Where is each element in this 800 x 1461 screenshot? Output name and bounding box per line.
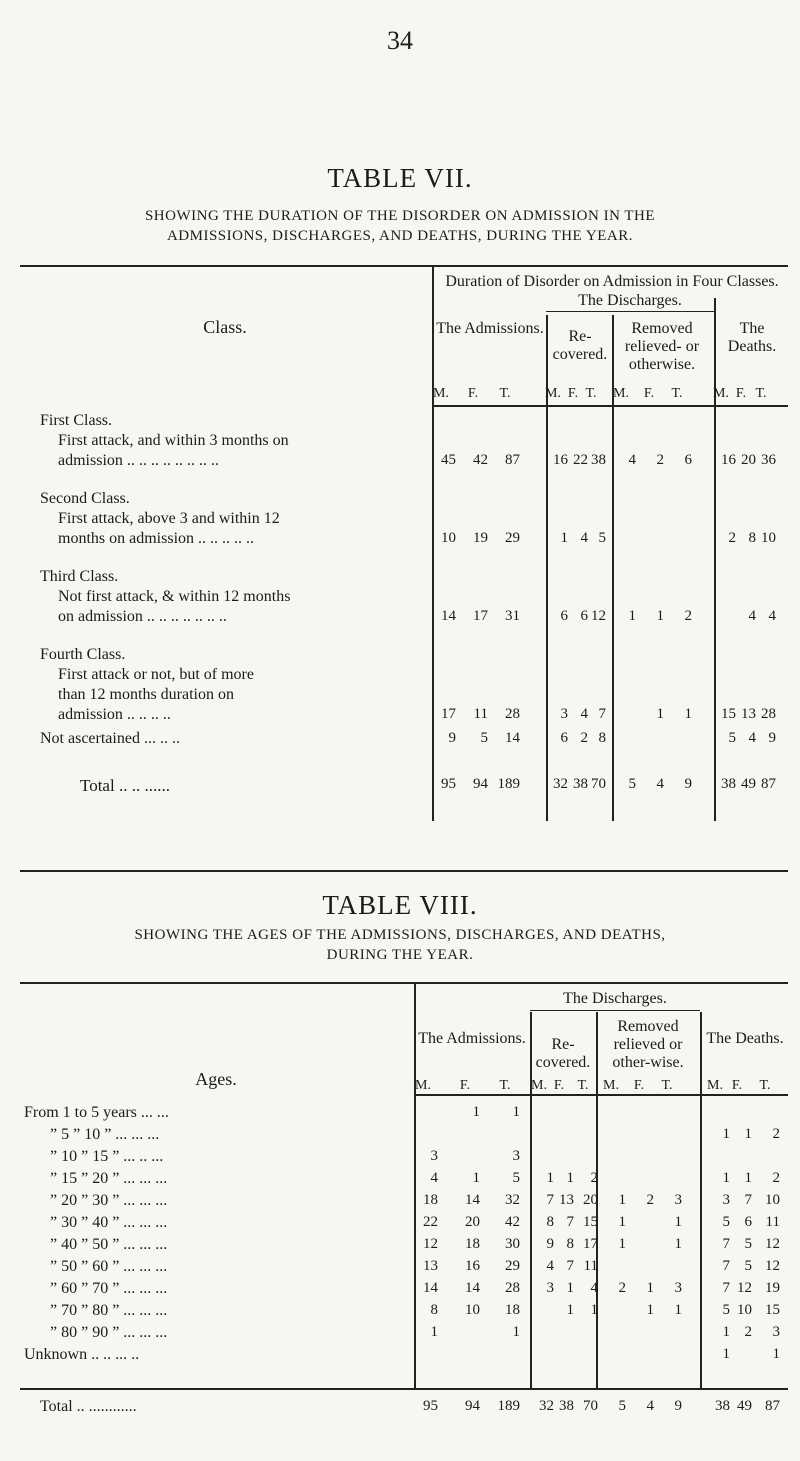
table7-header-deaths: The Deaths. bbox=[727, 320, 777, 355]
table7-cell: 2 bbox=[728, 530, 736, 546]
table8-cell: 8 bbox=[566, 1236, 574, 1252]
table8-cell: 2 bbox=[590, 1170, 598, 1186]
table8-cell: 32 bbox=[505, 1192, 520, 1208]
table7-cell: 20 bbox=[741, 452, 756, 468]
table8-cell: 22 bbox=[423, 1214, 438, 1230]
table8-cell: 3 bbox=[512, 1148, 520, 1164]
table8-total-cell: 32 bbox=[539, 1398, 554, 1414]
table7-row-4-label-1: Not ascertained ... .. .. bbox=[40, 730, 180, 747]
table7-cell: 5 bbox=[728, 730, 736, 746]
table7-cell: 19 bbox=[473, 530, 488, 546]
table7-total-cell: 38 bbox=[721, 776, 736, 792]
table8-subheader-6: M. bbox=[603, 1078, 619, 1093]
table7-row-0-label-1: First Class. bbox=[40, 412, 113, 429]
table8-cell: 14 bbox=[465, 1280, 480, 1296]
table8-cell: 1 bbox=[512, 1104, 520, 1120]
table8-cell: 1 bbox=[618, 1192, 626, 1208]
table7-total-cell: 189 bbox=[497, 776, 520, 792]
table7-subheader-7: F. bbox=[643, 386, 655, 401]
table8-cell: 2 bbox=[744, 1324, 752, 1340]
table8-row-label: ” 60 ” 70 ” ... ... ... bbox=[50, 1280, 168, 1297]
table8-cell: 1 bbox=[722, 1126, 730, 1142]
table8-cell: 20 bbox=[465, 1214, 480, 1230]
table7-row-1-label-2: First attack, above 3 and within 12 bbox=[58, 510, 280, 527]
table7-total-cell: 94 bbox=[473, 776, 488, 792]
table8-cell: 1 bbox=[744, 1126, 752, 1142]
table8-cell: 1 bbox=[566, 1302, 574, 1318]
table8-subheader-0: M. bbox=[415, 1078, 431, 1093]
table8-subheader-11: T. bbox=[759, 1078, 771, 1093]
table7-cell: 10 bbox=[761, 530, 776, 546]
table7-row-3-label-2: First attack or not, but of more bbox=[58, 666, 254, 683]
table8-cell: 5 bbox=[722, 1214, 730, 1230]
table7-subheader-1: F. bbox=[467, 386, 479, 401]
table8-cell: 5 bbox=[744, 1236, 752, 1252]
table7-cell: 2 bbox=[656, 452, 664, 468]
table8-cell: 1 bbox=[722, 1346, 730, 1362]
table8-row-label: Unknown .. .. ... .. bbox=[24, 1346, 140, 1363]
table8-total-cell: 94 bbox=[465, 1398, 480, 1414]
table8-cell: 15 bbox=[765, 1302, 780, 1318]
table7-cell: 4 bbox=[748, 608, 756, 624]
table8-cell: 3 bbox=[772, 1324, 780, 1340]
table8-subheader-1: F. bbox=[459, 1078, 471, 1093]
table8-cell: 1 bbox=[546, 1170, 554, 1186]
table7-total-cell: 49 bbox=[741, 776, 756, 792]
table8-subheader-8: T. bbox=[661, 1078, 673, 1093]
table7-cell: 5 bbox=[598, 530, 606, 546]
table7-header-discharges: The Discharges. bbox=[578, 292, 682, 309]
table8-cell: 16 bbox=[465, 1258, 480, 1274]
table7-cell: 16 bbox=[721, 452, 736, 468]
table8-row-label: From 1 to 5 years ... ... bbox=[24, 1104, 169, 1121]
table8-cell: 7 bbox=[546, 1192, 554, 1208]
table8-cell: 1 bbox=[646, 1302, 654, 1318]
table7-cell: 1 bbox=[560, 530, 568, 546]
table7-cell: 6 bbox=[580, 608, 588, 624]
table8-cell: 1 bbox=[472, 1104, 480, 1120]
table7-row-2-label-1: Third Class. bbox=[40, 568, 119, 585]
table8-total-cell: 38 bbox=[559, 1398, 574, 1414]
table7-cell: 13 bbox=[741, 706, 756, 722]
table7-cell: 15 bbox=[721, 706, 736, 722]
table7-cell: 10 bbox=[441, 530, 456, 546]
table8-cell: 19 bbox=[765, 1280, 780, 1296]
table8-cell: 5 bbox=[722, 1302, 730, 1318]
table7-cell: 6 bbox=[560, 730, 568, 746]
table7-row-2-label-2: Not first attack, & within 12 months bbox=[58, 588, 291, 605]
table8-header-admissions: The Admissions. bbox=[418, 1030, 526, 1047]
table8-row-label: ” 15 ” 20 ” ... ... ... bbox=[50, 1170, 168, 1187]
table8-row-label: ” 80 ” 90 ” ... ... ... bbox=[50, 1324, 168, 1341]
table7-subheader-6: M. bbox=[613, 386, 629, 401]
table7-cell: 2 bbox=[684, 608, 692, 624]
table8-cell: 4 bbox=[546, 1258, 554, 1274]
table8-cell: 14 bbox=[423, 1280, 438, 1296]
table8-subheader-9: M. bbox=[707, 1078, 723, 1093]
table7-cell: 1 bbox=[628, 608, 636, 624]
table7-header-top: Duration of Disorder on Admission in Four Classes. bbox=[445, 273, 779, 290]
table7-cell: 14 bbox=[441, 608, 456, 624]
table7-subtitle-1: SHOWING THE DURATION OF THE DISORDER ON ADMISSION IN THE bbox=[144, 208, 656, 224]
table8-cell: 1 bbox=[566, 1170, 574, 1186]
table8-row-label: ” 10 ” 15 ” ... .. ... bbox=[50, 1148, 164, 1165]
table8-cell: 7 bbox=[744, 1192, 752, 1208]
table8-cell: 3 bbox=[546, 1280, 554, 1296]
table8-cell: 7 bbox=[566, 1258, 574, 1274]
table7-cell: 36 bbox=[761, 452, 776, 468]
table8-cell: 4 bbox=[590, 1280, 598, 1296]
table8-total-cell: 49 bbox=[737, 1398, 752, 1414]
table8-cell: 12 bbox=[765, 1258, 780, 1274]
table7-total-cell: 70 bbox=[591, 776, 606, 792]
table7-cell: 4 bbox=[580, 706, 588, 722]
table7-row-3-label-3: than 12 months duration on bbox=[58, 686, 234, 703]
table8-cell: 10 bbox=[765, 1192, 780, 1208]
table7-row-0-label-2: First attack, and within 3 months on bbox=[58, 432, 289, 449]
table8-cell: 1 bbox=[618, 1214, 626, 1230]
table8-cell: 18 bbox=[505, 1302, 520, 1318]
table8-cell: 1 bbox=[744, 1170, 752, 1186]
table7-total-cell: 32 bbox=[553, 776, 568, 792]
table8-total-label: Total .. ............ bbox=[40, 1398, 137, 1415]
table8-cell: 1 bbox=[472, 1170, 480, 1186]
table7-cell: 6 bbox=[684, 452, 692, 468]
table8-cell: 7 bbox=[722, 1280, 730, 1296]
table8-total-cell: 4 bbox=[646, 1398, 654, 1414]
table8-cell: 15 bbox=[583, 1214, 598, 1230]
table8-cell: 18 bbox=[465, 1236, 480, 1252]
table8-total-cell: 70 bbox=[583, 1398, 598, 1414]
table7-subtitle-2: ADMISSIONS, DISCHARGES, AND DEATHS, DURING THE YEAR. bbox=[166, 228, 634, 244]
table7-subheader-4: F. bbox=[567, 386, 579, 401]
table8-subheader-5: T. bbox=[577, 1078, 589, 1093]
table8-cell: 1 bbox=[512, 1324, 520, 1340]
table8-cell: 12 bbox=[737, 1280, 752, 1296]
table8-subheader-4: F. bbox=[553, 1078, 565, 1093]
table7-cell: 1 bbox=[656, 706, 664, 722]
table8-total-cell: 38 bbox=[715, 1398, 730, 1414]
table7-subheader-0: M. bbox=[433, 386, 449, 401]
table7-total-cell: 4 bbox=[656, 776, 664, 792]
table7-cell: 7 bbox=[598, 706, 606, 722]
table7-cell: 4 bbox=[628, 452, 636, 468]
table8-header-recovered: Re-covered. bbox=[535, 1036, 591, 1071]
table7-cell: 4 bbox=[768, 608, 776, 624]
table8-row-label: ” 40 ” 50 ” ... ... ... bbox=[50, 1236, 168, 1253]
table7-cell: 9 bbox=[768, 730, 776, 746]
table8-row-label: ” 30 ” 40 ” ... ... ... bbox=[50, 1214, 168, 1231]
table8-total-cell: 9 bbox=[674, 1398, 682, 1414]
table7-row-1-label-3: months on admission .. .. .. .. .. bbox=[58, 530, 255, 547]
table8-cell: 4 bbox=[430, 1170, 438, 1186]
table7-header-class: Class. bbox=[203, 317, 247, 337]
table8-cell: 28 bbox=[505, 1280, 520, 1296]
table8-cell: 3 bbox=[430, 1148, 438, 1164]
table7-header-removed: Removed relieved- or otherwise. bbox=[624, 320, 700, 373]
table7-cell: 1 bbox=[684, 706, 692, 722]
table8-cell: 7 bbox=[566, 1214, 574, 1230]
table8-subheader-3: M. bbox=[531, 1078, 547, 1093]
table7-total-cell: 87 bbox=[761, 776, 776, 792]
table8-cell: 1 bbox=[590, 1302, 598, 1318]
table8-title: TABLE VIII. bbox=[322, 890, 478, 920]
table7-cell: 16 bbox=[553, 452, 568, 468]
table8-total-cell: 189 bbox=[497, 1398, 520, 1414]
table8-cell: 1 bbox=[722, 1170, 730, 1186]
table7-cell: 17 bbox=[473, 608, 488, 624]
table7-cell: 31 bbox=[505, 608, 520, 624]
table8-cell: 14 bbox=[465, 1192, 480, 1208]
table8-cell: 2 bbox=[772, 1126, 780, 1142]
table8-cell: 12 bbox=[423, 1236, 438, 1252]
table7-total-cell: 9 bbox=[684, 776, 692, 792]
table8-cell: 1 bbox=[646, 1280, 654, 1296]
table7-row-3-label-4: admission .. .. .. .. bbox=[58, 706, 171, 723]
table8-subheader-2: T. bbox=[499, 1078, 511, 1093]
table8-cell: 1 bbox=[618, 1236, 626, 1252]
table8-row-label: ” 50 ” 60 ” ... ... ... bbox=[50, 1258, 168, 1275]
table8-cell: 1 bbox=[722, 1324, 730, 1340]
table8-subtitle-1: SHOWING THE AGES OF THE ADMISSIONS, DISCHARGES, AND DEATHS, bbox=[134, 927, 666, 943]
table8-cell: 3 bbox=[674, 1192, 682, 1208]
table8-cell: 7 bbox=[722, 1236, 730, 1252]
table7-subheader-3: M. bbox=[545, 386, 561, 401]
page-number: 34 bbox=[387, 26, 413, 55]
table7-cell: 8 bbox=[598, 730, 606, 746]
table8-cell: 3 bbox=[674, 1280, 682, 1296]
table8-cell: 17 bbox=[583, 1236, 598, 1252]
table7-row-0-label-3: admission .. .. .. .. .. .. .. .. bbox=[58, 452, 219, 469]
table8-cell: 10 bbox=[737, 1302, 752, 1318]
table7-subheader-10: F. bbox=[735, 386, 747, 401]
table7-cell: 14 bbox=[505, 730, 520, 746]
table7-cell: 3 bbox=[560, 706, 568, 722]
table8-row-label: ” 70 ” 80 ” ... ... ... bbox=[50, 1302, 168, 1319]
table7-cell: 8 bbox=[748, 530, 756, 546]
table7-total-label: Total .. .. ...... bbox=[80, 776, 170, 795]
table8-cell: 11 bbox=[583, 1258, 598, 1274]
table7-cell: 38 bbox=[591, 452, 606, 468]
table8-cell: 1 bbox=[674, 1302, 682, 1318]
table7-cell: 5 bbox=[480, 730, 488, 746]
table8-cell: 12 bbox=[765, 1236, 780, 1252]
table7-title: TABLE VII. bbox=[327, 163, 473, 193]
table8-cell: 2 bbox=[618, 1280, 626, 1296]
table7-cell: 28 bbox=[505, 706, 520, 722]
table8-cell: 20 bbox=[583, 1192, 598, 1208]
table8-row-label: ” 20 ” 30 ” ... ... ... bbox=[50, 1192, 168, 1209]
table8-cell: 8 bbox=[430, 1302, 438, 1318]
table7-cell: 2 bbox=[580, 730, 588, 746]
table7-cell: 4 bbox=[748, 730, 756, 746]
table7-total-cell: 5 bbox=[628, 776, 636, 792]
table8-cell: 1 bbox=[674, 1236, 682, 1252]
table8-cell: 1 bbox=[566, 1280, 574, 1296]
table7-cell: 45 bbox=[441, 452, 456, 468]
table8-cell: 5 bbox=[744, 1258, 752, 1274]
table8-cell: 8 bbox=[546, 1214, 554, 1230]
table8-subheader-7: F. bbox=[633, 1078, 645, 1093]
table8-cell: 2 bbox=[772, 1170, 780, 1186]
table7-subheader-9: M. bbox=[713, 386, 729, 401]
table7-subheader-5: T. bbox=[585, 386, 597, 401]
table8-cell: 42 bbox=[505, 1214, 520, 1230]
table7-subheader-2: T. bbox=[499, 386, 511, 401]
table8-cell: 18 bbox=[423, 1192, 438, 1208]
table8-cell: 29 bbox=[505, 1258, 520, 1274]
table7-subheader-8: T. bbox=[671, 386, 683, 401]
table8-total-cell: 95 bbox=[423, 1398, 438, 1414]
table8-row-label: ” 5 ” 10 ” ... ... ... bbox=[50, 1126, 160, 1143]
table8-cell: 3 bbox=[722, 1192, 730, 1208]
table8-cell: 6 bbox=[744, 1214, 752, 1230]
table7-cell: 87 bbox=[505, 452, 520, 468]
table7-cell: 17 bbox=[441, 706, 456, 722]
table8-cell: 30 bbox=[505, 1236, 520, 1252]
table7-row-2-label-3: on admission .. .. .. .. .. .. .. bbox=[58, 608, 227, 625]
table8-cell: 11 bbox=[765, 1214, 780, 1230]
table7-row-3-label-1: Fourth Class. bbox=[40, 646, 126, 663]
table8-cell: 2 bbox=[646, 1192, 654, 1208]
table7-subheader-11: T. bbox=[755, 386, 767, 401]
table7-cell: 28 bbox=[761, 706, 776, 722]
table8-cell: 1 bbox=[430, 1324, 438, 1340]
table7-header-admissions: The Admissions. bbox=[436, 320, 544, 337]
table8-cell: 1 bbox=[772, 1346, 780, 1362]
table8-subtitle-2: DURING THE YEAR. bbox=[326, 947, 474, 963]
table8-cell: 9 bbox=[546, 1236, 554, 1252]
table8-total-cell: 5 bbox=[618, 1398, 626, 1414]
table7-cell: 6 bbox=[560, 608, 568, 624]
table7-cell: 11 bbox=[473, 706, 488, 722]
table8-subheader-10: F. bbox=[731, 1078, 743, 1093]
table7-cell: 4 bbox=[580, 530, 588, 546]
table7-cell: 9 bbox=[448, 730, 456, 746]
table7-cell: 12 bbox=[591, 608, 606, 624]
table7-cell: 1 bbox=[656, 608, 664, 624]
table8-header-deaths: The Deaths. bbox=[706, 1030, 784, 1047]
table8-cell: 5 bbox=[512, 1170, 520, 1186]
table8-cell: 10 bbox=[465, 1302, 480, 1318]
table8-cell: 7 bbox=[722, 1258, 730, 1274]
table7-row-1-label-1: Second Class. bbox=[40, 490, 130, 507]
table7-cell: 42 bbox=[473, 452, 488, 468]
table7-cell: 22 bbox=[573, 452, 588, 468]
table7-cell: 29 bbox=[505, 530, 520, 546]
table8-cell: 13 bbox=[423, 1258, 438, 1274]
table8-cell: 13 bbox=[559, 1192, 574, 1208]
table7-header-recovered: Re-covered. bbox=[552, 328, 608, 363]
table8-cell: 1 bbox=[674, 1214, 682, 1230]
table8-header-discharges: The Discharges. bbox=[563, 990, 667, 1007]
table8-header-removed: Removed relieved or other-wise. bbox=[612, 1018, 684, 1071]
table8-header-ages: Ages. bbox=[195, 1069, 237, 1089]
table8-total-cell: 87 bbox=[765, 1398, 780, 1414]
table7-total-cell: 95 bbox=[441, 776, 456, 792]
table7-total-cell: 38 bbox=[573, 776, 588, 792]
